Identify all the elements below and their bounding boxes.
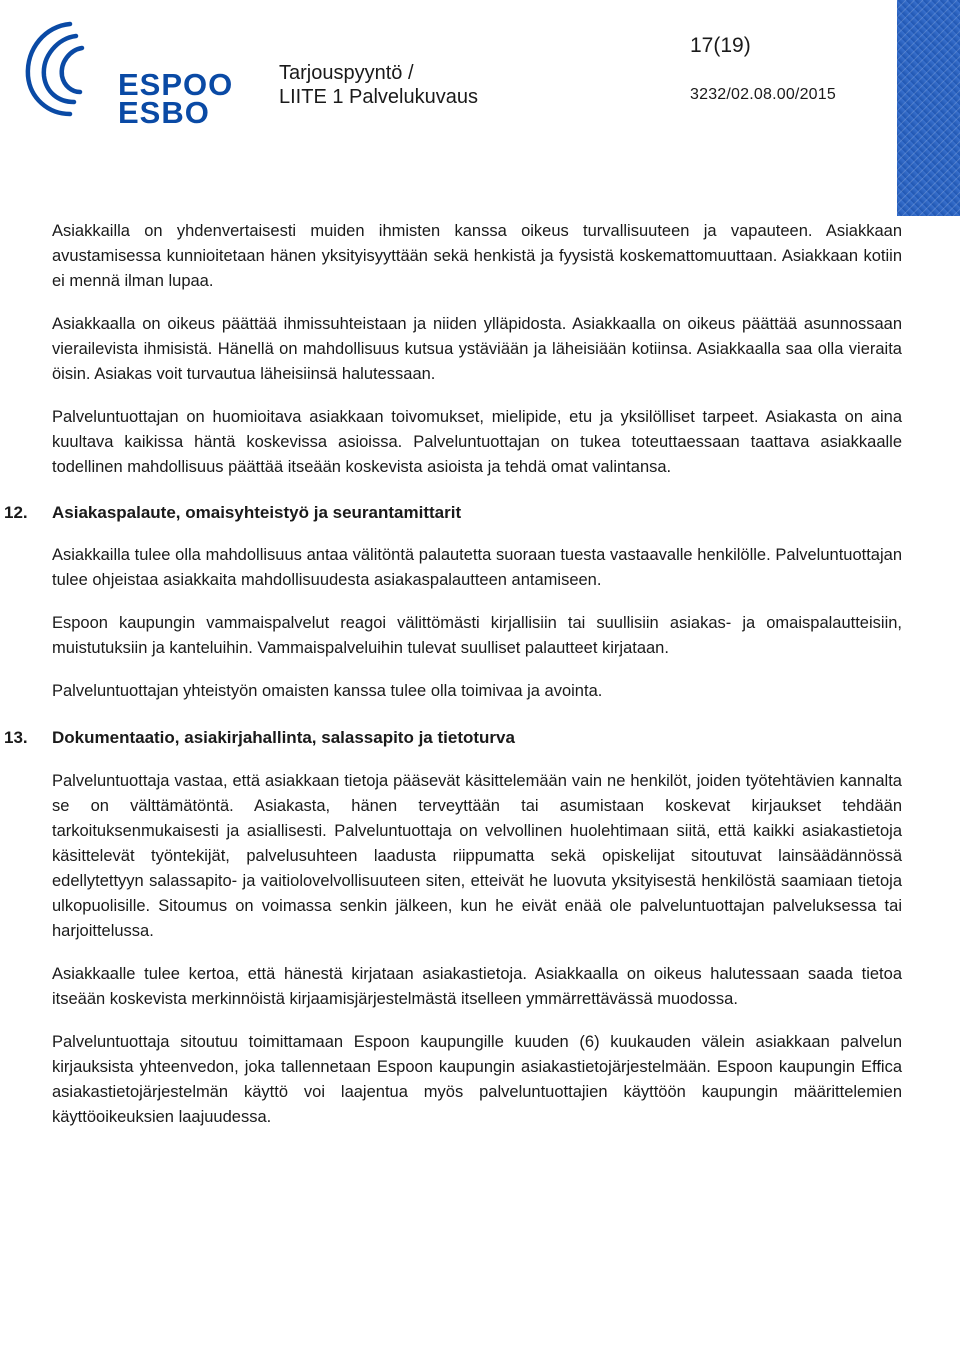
- paragraph-relationships: Asiakkaalla on oikeus päättää ihmissuhteistaan ja niiden ylläpidosta. Asiakkaalla on oikeus päättää asunnossaan vierailevista ihmisistä. Hänellä on mahdollisuus kutsua ystäviään ja läheisiään kotiinsa. Asiakkaalla saa olla vieraita öisin. Asiakas voit turvautua läheisiinsä halutessaan.: [52, 315, 902, 383]
- paragraph-customer-wishes: Palveluntuottajan on huomioitava asiakkaan toivomukset, mielipide, etu ja yksilölliset tarpeet. Asiakasta on aina kuultava kaikissa häntä koskevissa asioissa. Palveluntuottajan on tukea toteuttaessaan taattava asiakkaalle todellinen mahdollisuus päättää itseään koskevista asioista ja tehdä omat valintansa.: [52, 408, 902, 476]
- header-title-line1: Tarjouspyyntö /: [279, 62, 414, 84]
- section-12-number: 12.: [4, 503, 28, 522]
- wave-logo-icon: [18, 14, 118, 124]
- document-reference: 3232/02.08.00/2015: [690, 86, 836, 103]
- section-12-paragraph-3: Palveluntuottajan yhteistyön omaisten kanssa tulee olla toimivaa ja avointa.: [52, 682, 603, 700]
- section-13-number: 13.: [4, 728, 28, 747]
- section-12-paragraph-1: Asiakkailla tulee olla mahdollisuus antaa välitöntä palautetta suoraan tuesta vastaavalle henkilölle. Palveluntuottajan tulee ohjeistaa asiakkaita mahdollisuudesta asiakaspalautteen antamiseen.: [52, 546, 902, 589]
- header-title-line2: LIITE 1 Palvelukuvaus: [279, 86, 478, 108]
- decorative-stripe-icon: [897, 0, 960, 216]
- espoo-logo: [18, 14, 234, 130]
- document-body: [4, 219, 902, 1130]
- section-13-title: Dokumentaatio, asiakirjahallinta, salassapito ja tietoturva: [52, 728, 515, 747]
- section-12-heading: [4, 500, 902, 525]
- page-header: [0, 0, 960, 200]
- logo-text-esbo: ESBO: [118, 95, 210, 130]
- section-12-title: Asiakaspalaute, omaisyhteistyö ja seurantamittarit: [52, 503, 462, 522]
- paragraph-security: Asiakkailla on yhdenvertaisesti muiden ihmisten kanssa oikeus turvallisuuteen ja vapauteen. Asiakkaan avustamisessa kunnioitetaan hänen yksityisyyttään sekä henkistä ja fyysistä koskemattomuuttaan. Asiakkaan kotiin ei mennä ilman lupaa.: [52, 222, 902, 290]
- section-13-paragraph-2: Asiakkaalle tulee kertoa, että hänestä kirjataan asiakastietoja. Asiakkaalla on oikeus halutessaan saada tietoa itseään koskevista merkinnöistä kirjaamisjärjestelmästä itselleen ymmärrettävässä muodossa.: [52, 965, 902, 1008]
- section-13-paragraph-3: Palveluntuottaja sitoutuu toimittamaan Espoon kaupungille kuuden (6) kuukauden välein asiakkaan palvelun kirjauksista yhteenvedon, joka tallennetaan Espoon kaupungin asiakastietojärjestelmään. Espoon kaupungin Effica asiakastietojärjestelmän käyttö voi laajentua myös palveluntuottajien käyttöön kaupungin määrittelemien käyttöoikeuksien laajuudessa.: [52, 1033, 902, 1126]
- section-13-heading: [4, 725, 902, 750]
- page-number: 17(19): [690, 34, 751, 57]
- logo-text-espoo: ESPOO: [118, 67, 234, 102]
- section-12-paragraph-2: Espoon kaupungin vammaispalvelut reagoi välittömästi kirjallisiin tai suullisiin asiakas- ja omaispalautteisiin, muistutuksiin ja kanteluihin. Vammaispalveluihin tulevat suulliset palautteet kirjataan.: [52, 614, 902, 657]
- section-13-paragraph-1: Palveluntuottaja vastaa, että asiakkaan tietoja pääsevät käsittelemään vain ne henkilöt, joiden työtehtävien kannalta se on välttämätöntä. Asiakasta, hänen terveyttään tai asumistaan koskevat kirjaukset tehdään tarkoituksenmukaisesti ja asiallisesti. Palveluntuottaja on velvollinen huolehtimaan siitä, että kaikki asiakastietoja käsittelevät työntekijät, palvelusuhteen laadusta riippumatta sekä opiskelijat sitoutuvat lainsäädännössä edellytettyyn salassapito- ja vaitiolovelvollisuuteen siten, etteivät he luovuta yksityisestä henkilöstä saamiaan tietoja ulkopuolisille. Sitoumus on voimassa senkin jälkeen, kun he eivät enää ole palveluntuottajan palveluksessa tai harjoittelussa.: [52, 772, 902, 940]
